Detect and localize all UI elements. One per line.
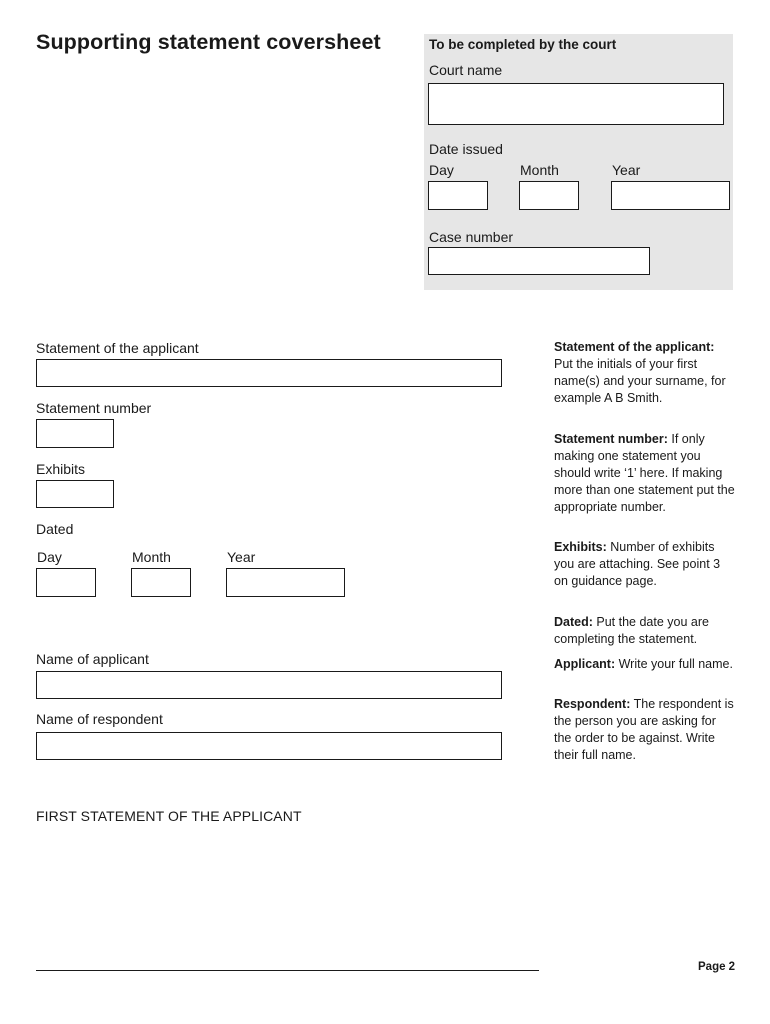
name-of-applicant-label: Name of applicant <box>36 651 149 667</box>
dated-year-field[interactable] <box>226 568 345 597</box>
page-title: Supporting statement coversheet <box>36 30 381 54</box>
guidance-respondent: Respondent: The respondent is the person you are asking for the order to be against. Write their full name. <box>554 697 734 762</box>
page-number: Page 2 <box>698 961 736 973</box>
guidance-statement-number: Statement number: If only making one statement you should write ‘1’ here. If making more than one statement put the appropriate number. <box>554 432 735 514</box>
issued-day-field[interactable] <box>428 181 488 210</box>
guidance-statement-of-applicant: Statement of the applicant: Put the initials of your first name(s) and your surname, for example A B Smith. <box>554 340 726 405</box>
court-panel-heading: To be completed by the court <box>429 37 617 52</box>
guidance-exhibits: Exhibits: Number of exhibits you are attaching. See point 3 on guidance page. <box>554 540 721 588</box>
statement-number-field[interactable] <box>36 419 114 448</box>
court-name-field[interactable] <box>428 83 724 125</box>
statement-of-applicant-field[interactable] <box>36 359 502 387</box>
guidance-dated: Dated: Put the date you are completing the statement. <box>554 615 709 646</box>
name-of-respondent-label: Name of respondent <box>36 711 163 727</box>
issued-month-label: Month <box>520 162 559 178</box>
issued-year-field[interactable] <box>611 181 730 210</box>
dated-year-label: Year <box>227 549 256 565</box>
date-issued-label: Date issued <box>429 141 503 157</box>
dated-month-field[interactable] <box>131 568 191 597</box>
court-name-label: Court name <box>429 62 503 78</box>
name-of-respondent-field[interactable] <box>36 732 502 760</box>
exhibits-field[interactable] <box>36 480 114 508</box>
statement-number-label: Statement number <box>36 400 152 416</box>
issued-month-field[interactable] <box>519 181 579 210</box>
statement-of-applicant-label: Statement of the applicant <box>36 340 199 356</box>
name-of-applicant-field[interactable] <box>36 671 502 699</box>
dated-label: Dated <box>36 521 74 537</box>
issued-day-label: Day <box>429 162 454 178</box>
case-number-field[interactable] <box>428 247 650 275</box>
dated-day-label: Day <box>37 549 62 565</box>
footer-divider <box>36 970 539 971</box>
dated-month-label: Month <box>132 549 171 565</box>
case-number-label: Case number <box>429 229 514 245</box>
guidance-applicant: Applicant: Write your full name. <box>554 657 733 671</box>
dated-day-field[interactable] <box>36 568 96 597</box>
first-statement-heading: FIRST STATEMENT OF THE APPLICANT <box>36 808 302 824</box>
exhibits-label: Exhibits <box>36 461 86 477</box>
issued-year-label: Year <box>612 162 641 178</box>
